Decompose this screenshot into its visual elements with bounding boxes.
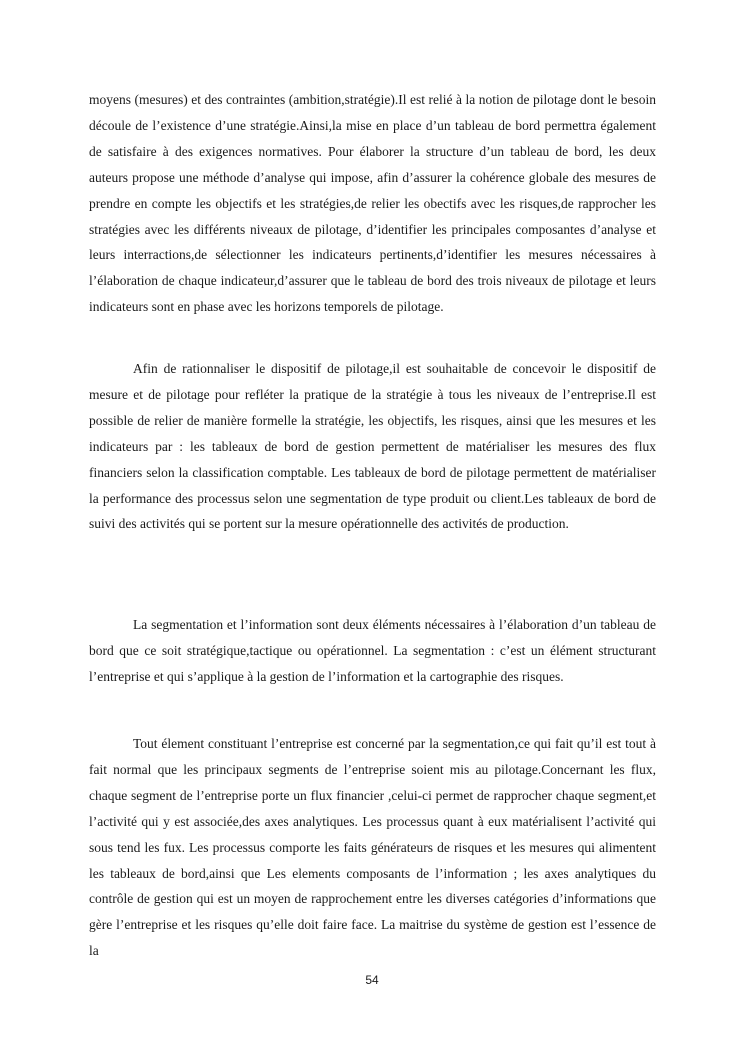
page-number: 54 <box>365 973 379 987</box>
paragraph-1: moyens (mesures) et des contraintes (ambition,stratégie).Il est relié à la notion de pilotage dont le besoin découle de l’existence d’une stratégie.Ainsi,la mise en place d’un tableau de bord permettra également de satisfaire à des exigences normatives. Pour élaborer la structure d’un tableau de bord, les deux auteurs propose une méthode d’analyse qui impose, afin d’assurer la cohérence globale des mesures de prendre en compte les objectifs et les stratégies,de relier les obectifs avec les risques,de rapprocher les stratégies avec les différents niveaux de pilotage, d’identifier les principales composantes d’analyse et leurs interractions,de sélectionner les indicateurs pertinents,d’identifier les mesures nécessaires à l’élaboration de chaque indicateur,d’assurer que le tableau de bord des trois niveaux de pilotage et leurs indicateurs sont en phase avec les horizons temporels de pilotage. <box>89 92 656 315</box>
paragraph-4: Tout élement constituant l’entreprise est concerné par la segmentation,ce qui fait qu’il est tout à fait normal que les principaux segments de l’entreprise soient mis au pilotage.Concernant les flux, chaque segment de l’entreprise porte un flux financier ,celui-ci permet de rapprocher chaque segment,et l’activité qui y est associée,des axes analytiques. Les processus quant à eux matérialisent l’activité qui sous tend les fux. Les processus comporte les faits générateurs de risques et les mesures qui alimentent les tableaux de bord,ainsi que Les elements composants de l’information ; les axes analytiques du contrôle de gestion qui est un moyen de rapprochement entre les diverses catégories d’informations que gère l’entreprise et les risques qu’elle doit faire face. La maitrise du système de gestion est l’essence de la <box>89 736 656 959</box>
paragraph-2: Afin de rationnaliser le dispositif de pilotage,il est souhaitable de concevoir le dispositif de mesure et de pilotage pour refléter la pratique de la stratégie à tous les niveaux de l’entreprise.Il est possible de relier de manière formelle la stratégie, les objectifs, les risques, ainsi que les mesures et les indicateurs par : les tableaux de bord de gestion permettent de matérialiser les mesures des flux financiers selon la classification comptable. Les tableaux de bord de pilotage permettent de matérialiser la performance des processus selon une segmentation de type produit ou client.Les tableaux de bord de suivi des activités qui se portent sur la mesure opérationnelle des activités de production. <box>89 361 656 532</box>
paragraph-3: La segmentation et l’information sont deux éléments nécessaires à l’élaboration d’un tableau de bord que ce soit stratégique,tactique ou opérationnel. La segmentation : c’est un élément structurant l’entreprise et qui s’applique à la gestion de l’information et la cartographie des risques. <box>89 617 656 684</box>
